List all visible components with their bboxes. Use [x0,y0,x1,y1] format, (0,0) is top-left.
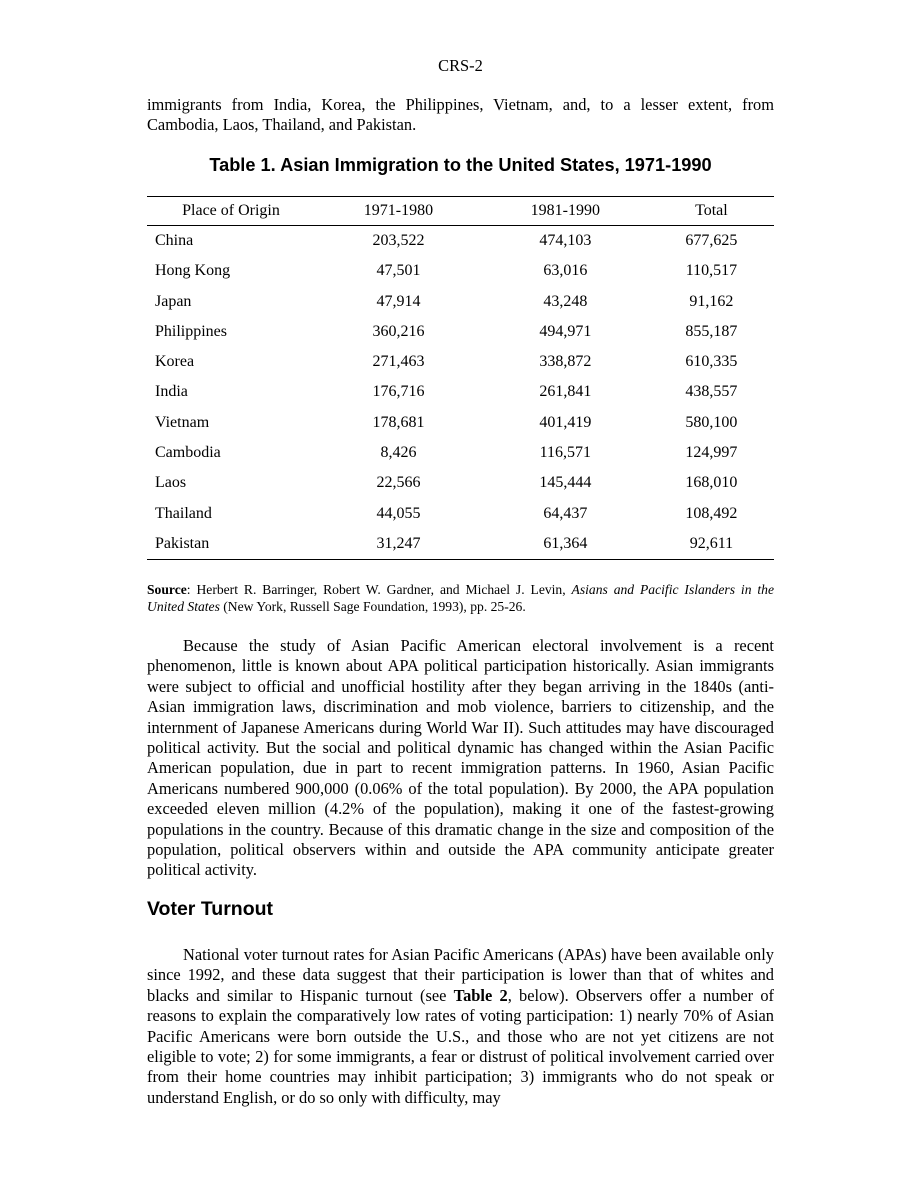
table-row [147,468,774,498]
cell-origin: Laos [155,474,187,492]
table-row [147,408,774,438]
table-title: Table 1. Asian Immigration to the United States, 1971-1990 [209,155,712,175]
intro-paragraph: immigrants from India, Korea, the Philippines, Vietnam, and, to a lesser extent, from Cambodia, Laos, Thailand, and Pakistan. [147,95,774,135]
cell-1971-1980: 8,426 [380,444,417,462]
cell-1981-1990: 64,437 [543,504,588,522]
cell-total: 110,517 [685,262,738,280]
cell-1981-1990: 401,419 [539,413,592,431]
cell-total: 855,187 [685,322,738,340]
cell-total: 580,100 [685,413,738,431]
source-book-title: Asians and Pacific Islanders in the United States [147,582,775,614]
table-row [147,347,774,377]
cell-total: 108,492 [685,504,738,522]
header-place-of-origin: Place of Origin [147,197,315,226]
cell-origin: China [155,231,194,249]
cell-1981-1990: 494,971 [539,322,592,340]
table-row [147,256,774,286]
cell-1981-1990: 338,872 [539,353,592,371]
cell-1971-1980: 31,247 [315,529,482,560]
header-1971-1980: 1971-1980 [315,197,482,226]
voter-text-before: National voter turnout rates for Asian Pacific Americans (APAs) have been available only since 1992, and these data suggest that their participation is lower than that of whites and blacks and similar to Hispanic turnout (see [147,945,774,1005]
cell-origin: Thailand [155,504,212,522]
history-paragraph: Because the study of Asian Pacific American electoral involvement is a recent phenomenon, little is known about APA political participation historically. Asian immigrants were subject to official and unofficial hostility after they began arriving in the 1840s (anti-Asian immigration laws, discrimination and mob violence, barriers to citizenship, and the internment of Japanese Americans during World War II). Such attitudes may have discouraged political activity. But the social and political dynamic has changed within the Asian Pacific American population, due in part to recent immigration patterns. In 1960, Asian Pacific Americans numbered 900,000 (0.06% of the total population). By 2000, the APA population exceeded eleven million (4.2% of the population), making it one of the fastest-growing populations in the country. Because of this dramatic change in the size and composition of the population, political observers within and outside the APA community anticipate greater political activity. [147,636,774,880]
cell-origin: Philippines [155,322,228,340]
cell-origin: India [155,383,188,401]
cell-total: 124,997 [685,444,738,462]
cell-origin: Vietnam [155,413,210,431]
cell-1971-1980: 47,914 [376,292,421,310]
table-row [147,529,774,560]
cell-origin: Japan [155,292,192,310]
table-row [147,226,774,257]
table-row [147,438,774,468]
cell-1981-1990: 63,016 [543,262,588,280]
cell-1981-1990: 261,841 [539,383,592,401]
table-row [147,287,774,317]
cell-total: 677,625 [685,231,738,249]
cell-1981-1990: 43,248 [543,292,588,310]
cell-1971-1980: 360,216 [372,322,425,340]
cell-1971-1980: 44,055 [376,504,421,522]
cell-1971-1980: 178,681 [372,413,425,431]
cell-origin: Pakistan [147,529,315,560]
cell-1981-1990: 145,444 [539,474,592,492]
cell-total: 92,611 [649,529,774,560]
cell-origin: Korea [155,353,195,371]
table-2-reference: Table 2 [453,985,508,1005]
voter-text-after: , below). Observers offer a number of reasons to explain the comparatively low rates of voting participation: 1) nearly 70% of Asian Pacific Americans were born outside the U.S., and those who are not yet citizens are not eligible to vote; 2) for some immigrants, a fear or distrust of political involvement carried over from their home countries may inhibit participation; 3) immigrants who do not speak or understand English, or do so only with difficulty, may [147,985,774,1107]
cell-1971-1980: 176,716 [372,383,425,401]
source-authors: : Herbert R. Barringer, Robert W. Gardner, and Michael J. Levin, [186,582,572,597]
cell-1971-1980: 203,522 [372,231,425,249]
cell-origin: Hong Kong [155,262,231,280]
cell-origin: Cambodia [155,444,221,462]
header-1981-1990: 1981-1990 [482,197,649,226]
cell-total: 168,010 [685,474,738,492]
table-header-row [147,197,774,226]
cell-1971-1980: 47,501 [376,262,421,280]
cell-total: 610,335 [685,353,738,371]
table-source-note [147,581,774,615]
header-total: Total [649,197,774,226]
table-row [147,317,774,347]
source-publication: (New York, Russell Sage Foundation, 1993), pp. 25-26. [219,599,526,614]
cell-total: 91,162 [689,292,734,310]
cell-total: 438,557 [685,383,738,401]
cell-1981-1990: 116,571 [539,444,592,462]
voter-turnout-paragraph [147,945,774,1108]
cell-1981-1990: 61,364 [482,529,649,560]
cell-1971-1980: 22,566 [376,474,421,492]
cell-1981-1990: 474,103 [539,231,592,249]
table-row [147,377,774,407]
section-heading: Voter Turnout [147,898,274,920]
cell-1971-1980: 271,463 [372,353,425,371]
immigration-table [147,196,774,560]
table-row [147,499,774,529]
running-head: CRS-2 [438,56,483,75]
source-label: Source [147,582,187,597]
